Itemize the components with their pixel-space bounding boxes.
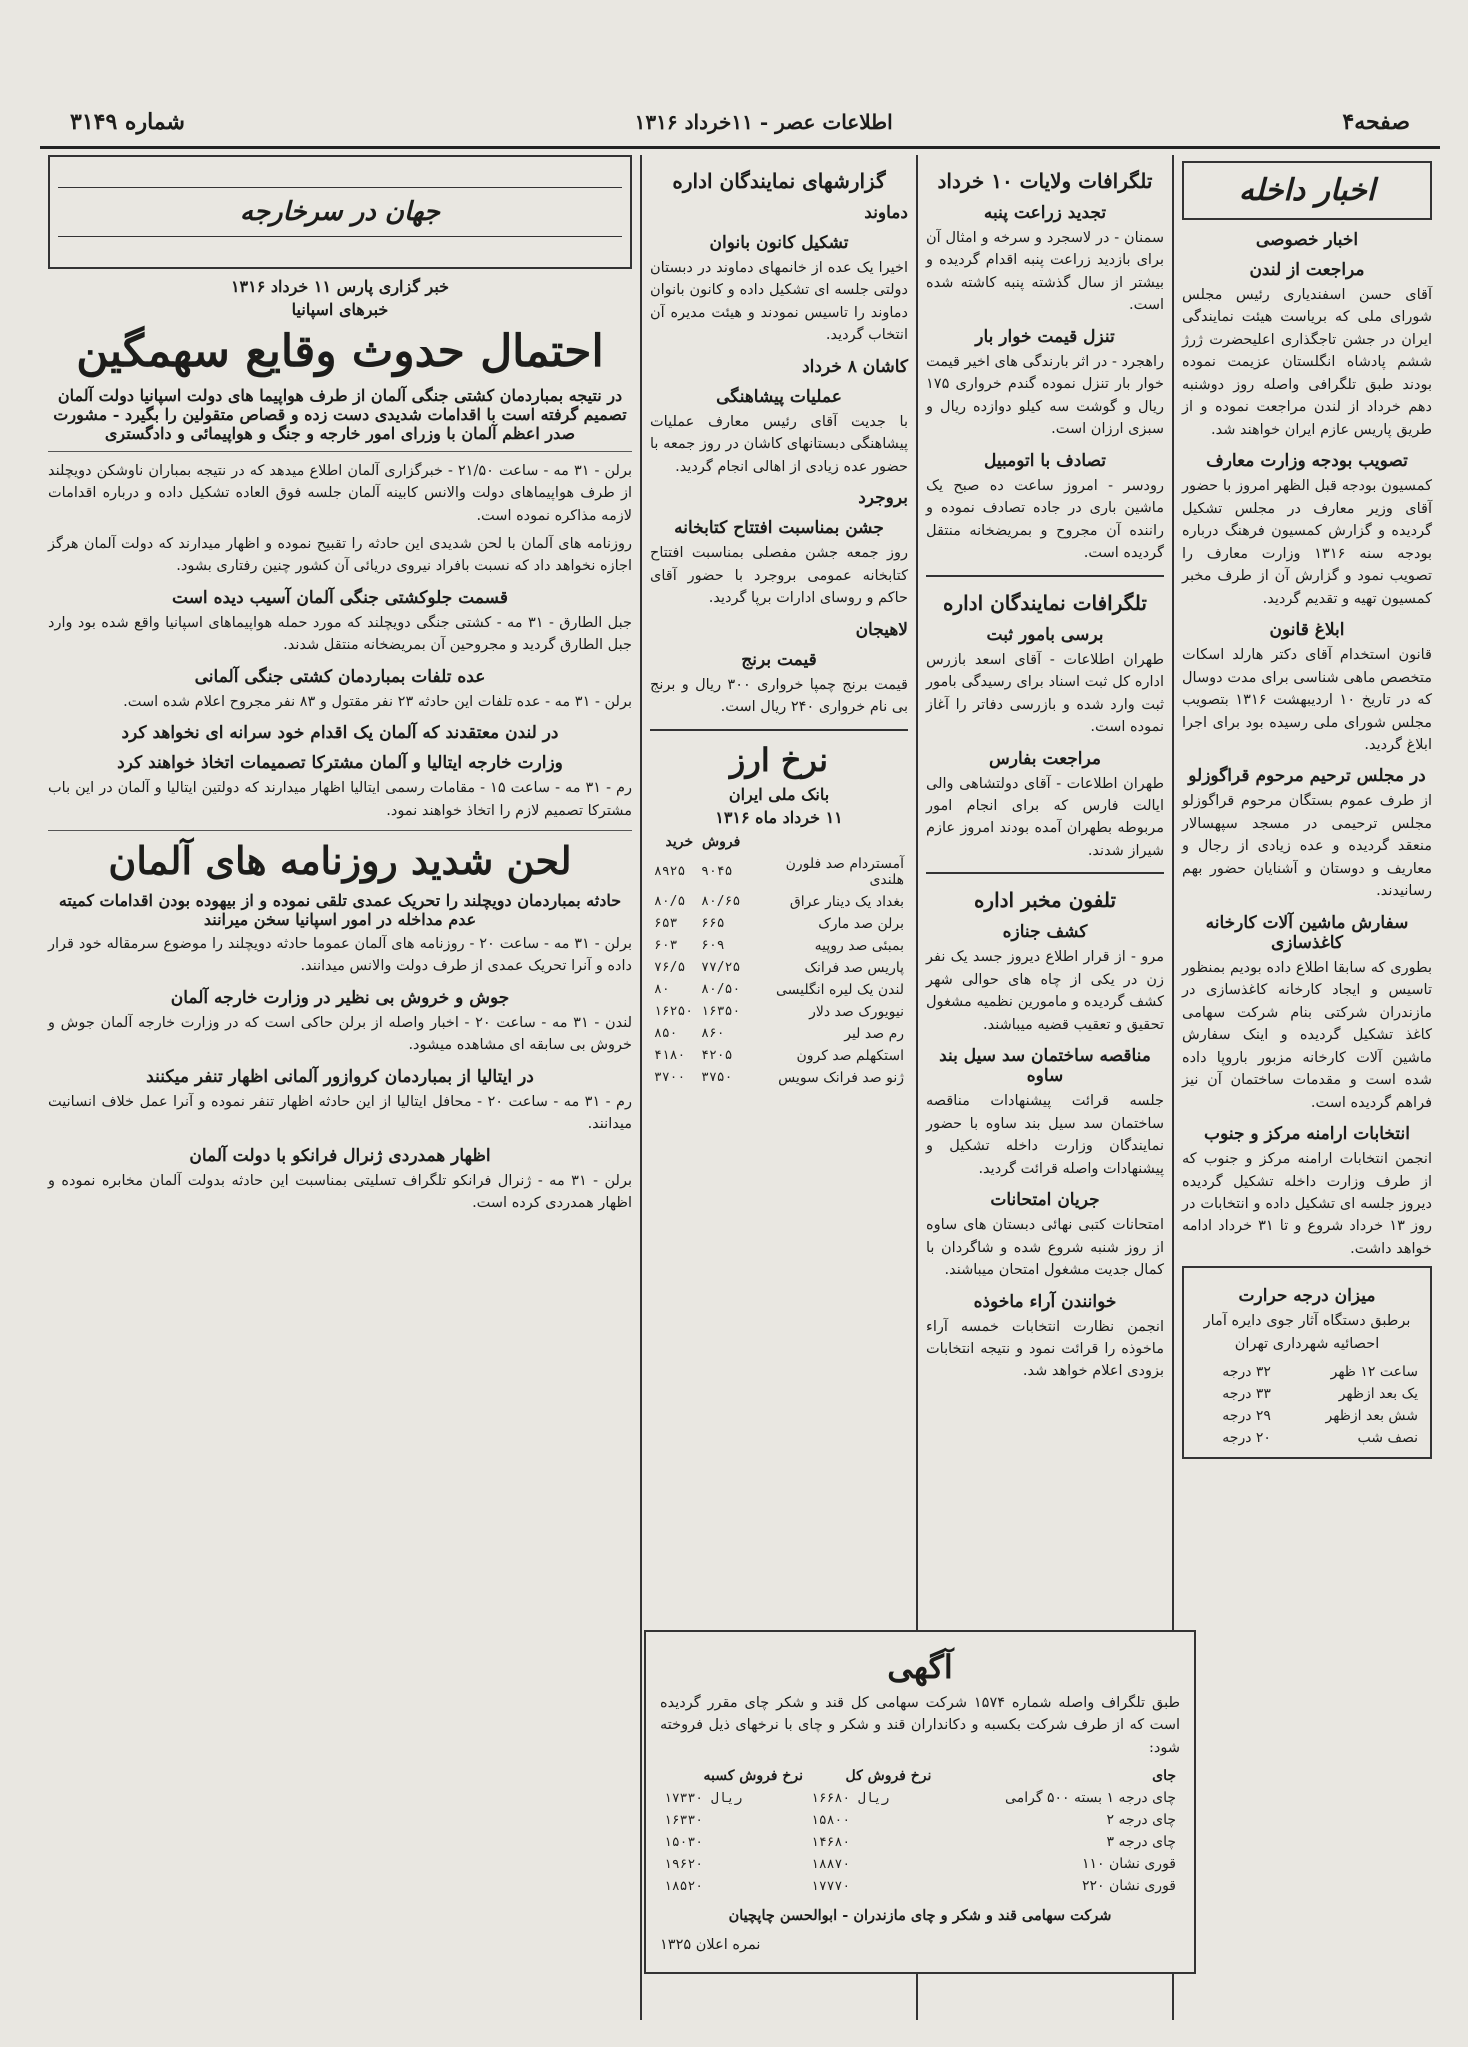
- article-body: مرو - از قرار اطلاع دیروز جسد یک نفر زن در یکی از چاه های حوالی شهر کشف گردیده و مامورین نظمیه مشغول تحقیق و تعقیب قضیه میباشند.: [926, 949, 1164, 1033]
- table-cell: ۱۵۸۰۰: [811, 1812, 851, 1828]
- article-heading: مناقصه ساختمان سد سیل بند ساوه: [939, 1046, 1151, 1087]
- table-cell: ۶۰۳: [654, 938, 678, 954]
- page-number: صفحه۴: [1342, 109, 1410, 135]
- newspaper-page: [40, 40, 1440, 2030]
- article-body: از طرف عموم بستگان مرحوم قراگوزلو مجلس ترحیمی در مسجد سپهسالار منعقد گردیده و عده زیادی از رجال و معاریف و دوستان و آشنایان حضور بهم رسانیدند.: [1182, 793, 1432, 900]
- article-heading: جریان امتحانات: [990, 1190, 1100, 1211]
- article-body: جبل الطارق - ۳۱ مه - کشتی جنگی دویچلند که مورد حمله هواپیماهای اسپانیا واقع شده بود وارد جبل الطارق گردید و مجروحین آن بمریضخانه منتقل شدند.: [48, 614, 632, 654]
- table-header: [744, 831, 908, 853]
- article-heading: قسمت جلوکشتی جنگی آلمان آسیب دیده است: [172, 587, 508, 608]
- section-title: گزارشهای نمایندگان اداره: [672, 169, 886, 193]
- weather-table: [1192, 1361, 1422, 1449]
- table-cell: ۱۶۳۵۰: [701, 1004, 741, 1020]
- article-heading: در ایتالیا از بمباردمان کروازور آلمانی اظهار تنفر میکنند: [146, 1066, 534, 1087]
- article-body: با جدیت آقای رئیس معارف عملیات پیشاهنگی دبستانهای کاشان در روز جمعه با حضور عده زیادی از اهالی انجام گردید.: [650, 413, 908, 475]
- article-body: رودسر - امروز ساعت ده صبح یک ماشین باری در جاده تصادف نموده و راننده آن مجروح و بمریضخانه منتقل گردیده است.: [926, 477, 1164, 562]
- table-cell: بمبئی صد روپیه: [814, 937, 904, 954]
- table-cell: ۱۶۶۸۰ ریال: [811, 1790, 890, 1806]
- table-cell: ۸۰/۵: [654, 894, 686, 910]
- table-row: [650, 935, 908, 957]
- table-cell: ۸۶۰: [701, 1026, 725, 1042]
- table-row: [660, 1787, 1180, 1809]
- section-title: تلگرافات ولایات ۱۰ خرداد: [937, 169, 1153, 193]
- table-cell: ۱۹۶۲۰: [664, 1856, 704, 1872]
- table-row: [650, 1023, 908, 1045]
- article-heading: سفارش ماشین آلات کارخانه کاغذسازی: [1205, 912, 1409, 953]
- table-cell: ۱۴۶۸۰: [811, 1834, 851, 1850]
- city-heading: کاشان ۸ خرداد: [802, 356, 908, 377]
- article-body: امتحانات کتبی نهائی دبستان های ساوه از روز شنبه شروع شده و شاگردان با کمال جدیت مشغول امتحان میباشند.: [926, 1217, 1164, 1279]
- table-row: [650, 853, 908, 891]
- table-row: [650, 1001, 908, 1023]
- article-heading: تصویب بودجه وزارت معارف: [1206, 451, 1408, 472]
- article-body: بطوری که سابقا اطلاع داده بودیم بمنظور تاسیس و ایجاد کارخانه کاغذسازی در مازندران شرکتی بنام شرکت سهامی کاغذ تشکیل گردیده و اینک سفارش ماشین آلات کارخانه مزبور باروپا داده شده است و مقدمات ساختمان آن نیز فراهم گردیده است.: [1182, 959, 1432, 1111]
- table-cell: نیویورک صد دلار: [809, 1003, 904, 1020]
- article-body: راهجرد - در اثر بارندگی های اخیر قیمت خوار بار تنزل نموده گندم خرواری ۱۷۵ ریال و گوشت سه کیلو دوازده ریال و سبزی ارزان است.: [926, 353, 1164, 438]
- table-cell: ۶۵۳: [654, 916, 678, 932]
- article-body: طهران اطلاعات - آقای اسعد بازرس اداره کل ثبت اسناد برای رسیدگی بامور ثبت وارد شده و بازرسی دفاتر را آغاز نموده است.: [926, 651, 1164, 736]
- ad-footer: شرکت سهامی قند و شکر و چای مازندران - ابوالحسن چاپچیان: [728, 1907, 1112, 1925]
- table-row: [660, 1809, 1180, 1831]
- article-heading: تصادف با اتومبیل: [983, 450, 1107, 471]
- table-header: نرخ فروش کسبه: [703, 1768, 804, 1785]
- table-cell: ۱۶۲۵۰: [654, 1004, 694, 1020]
- section-title: تلگرافات نمایندگان اداره: [942, 590, 1147, 615]
- exchange-bank: بانک ملی ایران: [728, 784, 830, 804]
- table-cell: ۴۲۰۵: [701, 1048, 733, 1064]
- weather-box: [1182, 1266, 1432, 1459]
- article-body: برلن - ۳۱ مه - ساعت ۲۰ - روزنامه های آلمان عموما حادثه دویچلند را موضوع سرمقاله خود قرار داده و آنرا تحریک عمدی از طرف دولت والانس میدانند.: [48, 935, 632, 975]
- table-cell: ۴۱۸۰: [654, 1048, 686, 1064]
- table-header: نرخ فروش کل: [845, 1768, 932, 1785]
- table-cell: ۱۸۵۲۰: [664, 1878, 704, 1894]
- table-cell: آمستردام صد فلورن هلندی: [785, 855, 904, 888]
- article-body: طهران اطلاعات - آقای دولتشاهی والی ایالت فارس که برای انجام امور مربوطه بطهران آمده بودند امروز عازم شیراز شدند.: [926, 775, 1164, 859]
- article-heading: مراجعت از لندن: [1249, 260, 1365, 280]
- section-subtitle: خبرهای اسپانیا: [291, 300, 389, 319]
- table-cell: لندن یک لیره انگلیسی: [776, 981, 904, 998]
- article-heading: جشن بمناسبت افتتاح کتابخانه: [674, 518, 884, 539]
- weather-value: ۲۹ درجه: [1222, 1408, 1271, 1425]
- divider: [926, 872, 1164, 874]
- weather-time: نصف شب: [1357, 1430, 1418, 1447]
- weather-value: ۲۰ درجه: [1222, 1430, 1271, 1447]
- table-cell: قوری نشان ۱۱۰: [1081, 1856, 1176, 1873]
- table-cell: استکهلم صد کرون: [796, 1047, 904, 1064]
- table-row: [650, 891, 908, 913]
- article-heading: جوش و خروش بی نظیر در وزارت خارجه آلمان: [170, 987, 510, 1008]
- table-cell: بغداد یک دینار عراق: [789, 893, 904, 910]
- table-row: [660, 1853, 1180, 1875]
- article-heading: انتخابات ارامنه مرکز و جنوب: [1204, 1124, 1410, 1145]
- main-headline: احتمال حدوث وقایع سهمگین: [76, 326, 604, 377]
- table-cell: برلن صد مارک: [818, 915, 904, 932]
- table-cell: ۳۷۵۰: [701, 1070, 733, 1086]
- table-cell: ۸۰/۶۵: [701, 894, 741, 910]
- article-heading: عملیات پیشاهنگی: [716, 386, 842, 407]
- table-cell: چای درجه ۲: [1106, 1812, 1176, 1829]
- article-heading: ابلاغ قانون: [1269, 620, 1345, 641]
- table-cell: ۱۶۳۳۰: [664, 1812, 704, 1828]
- weather-value: ۳۲ درجه: [1222, 1364, 1271, 1381]
- exchange-title: نرخ ارز: [729, 740, 829, 779]
- article-heading: کشف جنازه: [1002, 922, 1088, 943]
- table-cell: ۸۰: [654, 982, 670, 998]
- ad-table: [660, 1765, 1180, 1897]
- masthead: [40, 98, 1440, 149]
- section-title: تلفون مخبر اداره: [973, 888, 1117, 913]
- article-heading: اظهار همدردی ژنرال فرانکو با دولت آلمان: [189, 1145, 491, 1166]
- issue-number: شماره ۳۱۴۹: [70, 109, 185, 135]
- divider: [48, 830, 632, 831]
- exchange-date: ۱۱ خرداد ماه ۱۳۱۶: [715, 807, 843, 827]
- city-heading: دماوند: [864, 203, 908, 223]
- article-body: رم - ۳۱ مه - ساعت ۲۰ - محافل ایتالیا از این حادثه اظهار تنفر نموده و آنرا عمل خلاف انسانیت میدانند.: [48, 1093, 632, 1133]
- article-heading: در مجلس ترحیم مرحوم قراگوزلو: [1188, 766, 1426, 787]
- article-heading: برسی بامور ثبت: [986, 624, 1104, 645]
- article-body: سمنان - در لاسجرد و سرخه و امثال آن برای بازدید زراعت پنبه اقدام گردیده و بیشتر از سال گذشته پنبه کاشته شده است.: [926, 230, 1164, 314]
- article-body: کمسیون بودجه قبل الظهر امروز با حضور آقای وزیر معارف در مجلس تشکیل گردیده و گزارش کمسیون فرهنگ درباره بودجه سنه ۱۳۱۶ وزارت معارف را تصویب نمود و گزارش آن از طرف مخبر کمسیون تهیه و تقدیم گردید.: [1182, 478, 1432, 607]
- foreign-news-banner: جهان در سرخارجه: [48, 155, 632, 269]
- article-body: لندن - ۳۱ مه - ساعت ۲۰ - اخبار واصله از برلن حاکی است که در وزارت خارجه آلمان جوش و خروش بی سابقه ای مشاهده میشود.: [48, 1014, 632, 1054]
- table-cell: رم صد لیر: [844, 1025, 904, 1042]
- weather-time: شش بعد ازظهر: [1325, 1408, 1418, 1425]
- article-body: برلن - ۳۱ مه - عده تلفات این حادثه ۲۳ نفر مقتول و ۸۳ نفر مجروح اعلام شده است.: [123, 693, 632, 710]
- table-cell: ۸۵۰: [654, 1026, 678, 1042]
- weather-title: میزان درجه حرارت: [1238, 1286, 1376, 1307]
- article-heading: عده تلفات بمباردمان کشتی جنگی آلمانی: [194, 666, 486, 687]
- table-row: [660, 1831, 1180, 1853]
- ad-body: طبق تلگراف واصله شماره ۱۵۷۴ شرکت سهامی کل قند و شکر چای مقرر گردیده است که از طرف شرکت بکسبه و دکانداران قند و شکر و چای با نرخهای ذیل فروخته شود:: [660, 1695, 1180, 1756]
- article-body: انجمن نظارت انتخابات خمسه آراء ماخوذه را قرائت نمود و نتیجه انتخابات بزودی اعلام خواهد شد.: [926, 1318, 1164, 1380]
- article-heading: تشکیل کانون بانوان: [709, 233, 849, 253]
- exchange-table: [650, 831, 908, 1089]
- table-row: [650, 1045, 908, 1067]
- ad-number: نمره اعلان ۱۳۲۵: [660, 1936, 761, 1953]
- article-body: اخیرا یک عده از خانمهای دماوند در دبستان دولتی جلسه ای تشکیل داده و کانون بانوان دماوند را تاسیس نمودند و هیئت مدیره آن انتخاب گردید.: [650, 260, 908, 344]
- table-cell: ۱۸۸۷۰: [811, 1856, 851, 1872]
- table-cell: ۷۷/۲۵: [701, 960, 741, 976]
- divider: [48, 451, 632, 452]
- table-cell: ژنو صد فرانک سویس: [778, 1069, 904, 1086]
- article-body: جلسه قرائت پیشنهادات مناقصه ساختمان سد سیل بند ساوه با حضور نمایندگان وزارت داخله تشکیل و پیشنهادات واصله قرائت گردید.: [926, 1093, 1164, 1177]
- article-body: رم - ۳۱ مه - ساعت ۱۵ - مقامات رسمی ایتالیا اظهار میدارند که دولتین ایتالیا و آلمان در این باب مشترکا تصمیم لازم را اتخاذ خواهند نمود.: [48, 780, 632, 819]
- article-heading: تنزل قیمت خوار بار: [975, 326, 1115, 347]
- article-body: روزنامه های آلمان با لحن شدیدی این حادثه را تقبیح نموده و اظهار میدارند که دولت آلمان هرگز اجازه نخواهد داد که نسبت بافراد نیروی دریائی آن کشور چنین رفتاری بشود.: [48, 536, 632, 575]
- table-cell: پاریس صد فرانک: [804, 959, 904, 976]
- foreign-news-column: [40, 155, 640, 2020]
- table-cell: قوری نشان ۲۲۰: [1081, 1878, 1176, 1895]
- table-cell: ۱۵۰۳۰: [664, 1834, 704, 1850]
- table-cell: ۱۷۳۳۰ ریال: [664, 1790, 743, 1806]
- table-cell: ۹۰۴۵: [701, 864, 733, 880]
- table-cell: چای درجه ۳: [1106, 1834, 1176, 1851]
- dateline: خبر گزاری پارس ۱۱ خرداد ۱۳۱۶: [230, 277, 450, 296]
- article-heading: تجدید زراعت پنبه: [983, 203, 1107, 223]
- table-row: [650, 1067, 908, 1089]
- table-row: [660, 1875, 1180, 1897]
- table-row: [650, 957, 908, 979]
- table-cell: چای درجه ۱ بسته ۵۰۰ گرامی: [1005, 1790, 1176, 1807]
- article-heading: در لندن معتقدند که آلمان یک اقدام خود سرانه ای نخواهد کرد: [121, 723, 559, 744]
- city-heading: لاهیجان: [855, 619, 908, 640]
- ad-title: آگهی: [887, 1648, 953, 1686]
- section-logo: اخبار داخله: [1182, 161, 1432, 220]
- headline-deck: حادثه بمباردمان دویچلند را تحریک عمدی تلقی نموده و از بیهوده بودن اقدامات کمیته عدم مداخله در امور اسپانیا سخن میرانند: [58, 890, 622, 929]
- table-row: [650, 913, 908, 935]
- table-header: خرید: [665, 833, 694, 850]
- article-heading: مراجعت بفارس: [988, 748, 1101, 769]
- table-cell: ۶۶۵: [701, 916, 725, 932]
- article-heading: وزارت خارجه ایتالیا و آلمان مشترکا تصمیمات اتخاذ خواهند کرد: [117, 753, 563, 774]
- article-body: قیمت برنج چمپا خرواری ۳۰۰ ریال و برنج بی نام خرواری ۲۴۰ ریال است.: [650, 676, 908, 716]
- divider: [926, 575, 1164, 577]
- weather-time: یک بعد ازظهر: [1338, 1386, 1418, 1403]
- table-cell: ۸۹۲۵: [654, 864, 686, 880]
- headline-deck: در نتیجه بمباردمان کشتی جنگی آلمان از طرف هواپیما های دولت اسپانیا دولت آلمان تصمیم گرفته است با اقدامات شدیدی دست زده و قصاص متقولین را بگیرد - مشورت صدر اعظم آلمان با وزرای امور خارجه و جنگ و هواپیمائی و دادگستری: [53, 385, 627, 443]
- table-header: جای: [1152, 1768, 1176, 1785]
- article-body: روز جمعه جشن مفصلی بمناسبت افتتاح کتابخانه عمومی بروجرد با حضور آقای حاکم و روسای ادارات برپا گردید.: [650, 545, 908, 607]
- article-body: آقای حسن اسفندیاری رئیس مجلس شورای ملی که بریاست هیئت نمایندگی ایران در جشن تاجگذاری اعلیحضرت ژرژ ششم پادشاه انگلستان عزیمت نموده بودند طبق تلگرافی واصله روز دوشنبه دهم خرداد از لندن مراجعت نموده و از طریق پاریس عازم ایران خواهند شد.: [1182, 287, 1432, 438]
- second-headline: لحن شدید روزنامه های آلمان: [108, 838, 572, 884]
- article-body: انجمن انتخابات ارامنه مرکز و جنوب که از طرف وزارت داخله تشکیل گردیده دیروز جلسه ای تشکیل داده و انتخابات در روز ۱۳ خرداد شروع و تا ۳۱ خرداد ادامه خواهد داشت.: [1182, 1151, 1432, 1257]
- table-cell: ۸۰/۵۰: [701, 982, 741, 998]
- weather-time: ساعت ۱۲ ظهر: [1330, 1364, 1418, 1381]
- table-header: فروش: [702, 833, 741, 850]
- weather-subtitle: برطبق دستگاه آثار جوی دایره آمار احصائیه شهرداری تهران: [1203, 1313, 1411, 1352]
- table-cell: ۶۰۹: [701, 938, 725, 954]
- article-body: برلن - ۳۱ مه - ژنرال فرانکو تلگراف تسلیتی بمناسبت این حادثه بدولت آلمان مخابره نموده و اظهار همدردی کرده است.: [48, 1172, 632, 1212]
- article-body: برلن - ۳۱ مه - ساعت ۲۱/۵۰ - خبرگزاری آلمان اطلاع میدهد که در نتیجه بمباران ناوشکن دویچلند از طرف هواپیماهای دولت والانس کابینه آلمان جلسه فوق العاده تشکیل داده و درباره اقدامات لازمه مذاکره نموده است.: [48, 462, 632, 524]
- article-body: قانون استخدام آقای دکتر هارلد اسکات متخصص ماهی شناسی برای مدت دوسال که در تاریخ ۱۰ اردیبهشت ۱۳۱۶ بتصویب مجلس شورای ملی رسیده بود برای اجرا ابلاغ گردید.: [1182, 647, 1432, 753]
- article-heading: خوانندن آراء ماخوذه: [973, 1291, 1117, 1312]
- table-cell: ۷۶/۵: [654, 960, 686, 976]
- city-heading: بروجرد: [858, 488, 908, 509]
- table-cell: ۳۷۰۰: [654, 1070, 686, 1086]
- advertisement: [644, 1630, 1196, 1974]
- weather-value: ۳۳ درجه: [1222, 1386, 1271, 1403]
- section-subtitle: اخبار خصوصی: [1255, 230, 1359, 250]
- table-row: [650, 979, 908, 1001]
- article-heading: قیمت برنج: [741, 649, 817, 670]
- masthead-title: اطلاعات عصر - ۱۱خرداد ۱۳۱۶: [634, 110, 893, 134]
- table-cell: ۱۷۷۷۰: [811, 1878, 851, 1894]
- divider: [650, 729, 908, 731]
- domestic-column: [1174, 155, 1440, 2020]
